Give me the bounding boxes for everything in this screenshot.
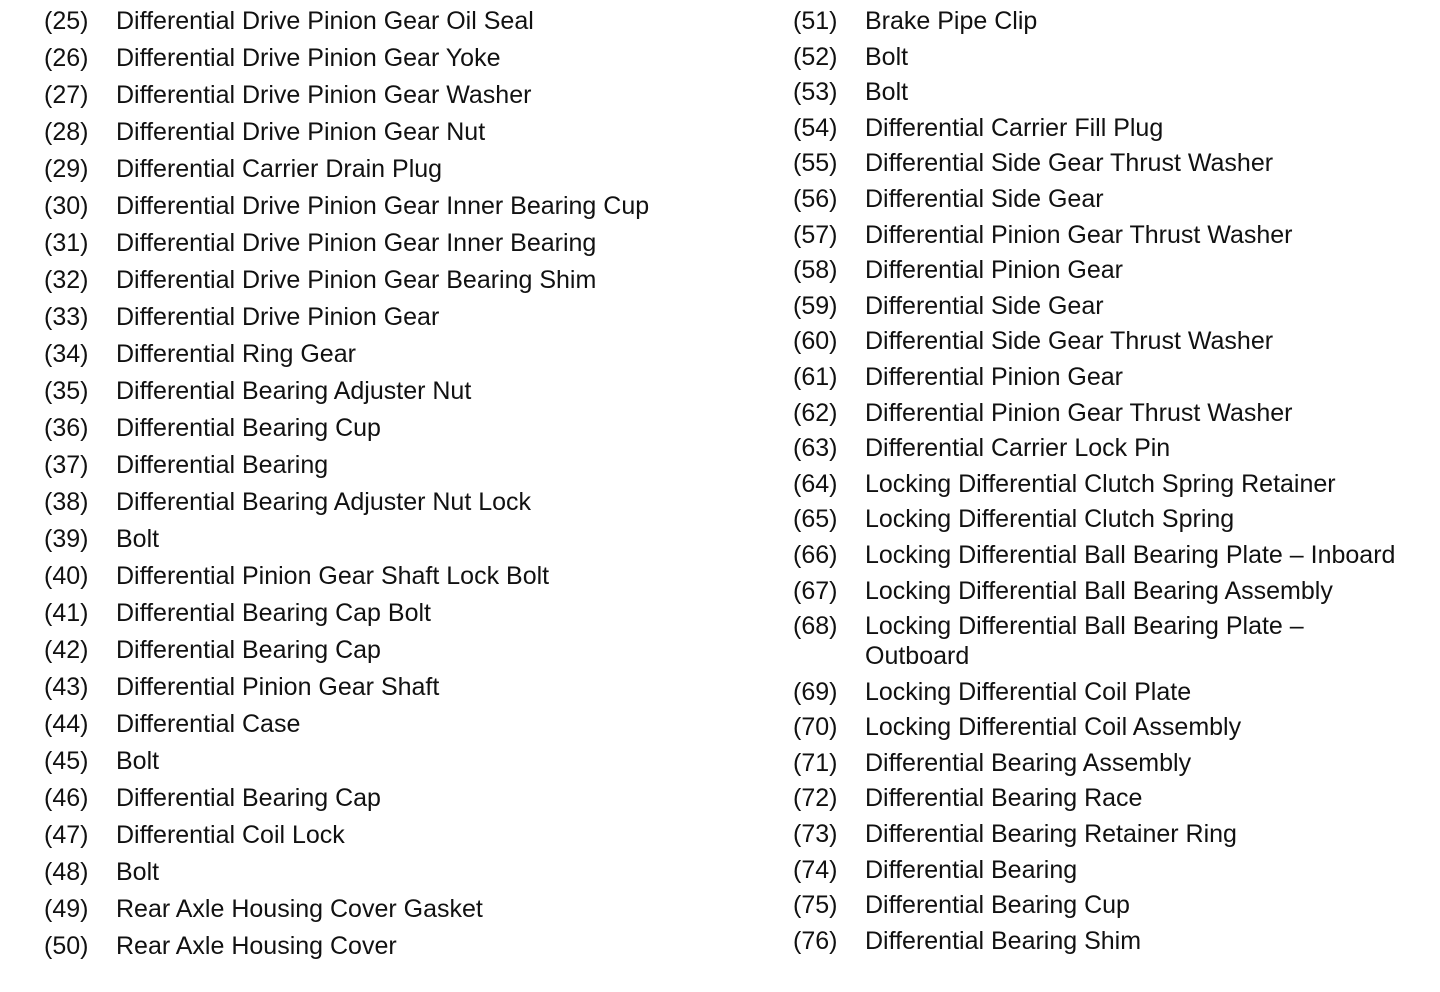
- part-number: (44): [44, 710, 89, 738]
- parts-list-item: [44, 857, 744, 887]
- parts-list-item: [44, 339, 744, 369]
- part-number: (64): [793, 469, 838, 498]
- part-name: Locking Differential Ball Bearing Plate – Outboard: [865, 612, 1304, 671]
- parts-list-item: [793, 42, 1433, 72]
- part-name: Differential Drive Pinion Gear Oil Seal: [116, 7, 534, 35]
- part-name: Differential Bearing: [116, 451, 329, 479]
- part-number: (32): [44, 266, 89, 294]
- part-number: (71): [793, 748, 838, 777]
- part-number: (43): [44, 673, 89, 701]
- parts-list-item: [793, 890, 1433, 920]
- parts-list-item: [793, 677, 1433, 707]
- parts-list-item: [793, 540, 1433, 570]
- parts-list-item: [793, 576, 1433, 606]
- parts-list-item: [44, 524, 744, 554]
- part-name: Locking Differential Coil Plate: [865, 677, 1192, 706]
- part-name: Brake Pipe Clip: [865, 7, 1038, 35]
- part-name: Differential Carrier Drain Plug: [116, 155, 443, 183]
- part-number: (53): [793, 78, 838, 107]
- parts-list-right-column: [793, 6, 1433, 961]
- parts-list-item: [793, 6, 1433, 36]
- part-number: (50): [44, 932, 89, 960]
- parts-list-item: [793, 220, 1433, 250]
- parts-list-item: [44, 450, 744, 480]
- part-number: (60): [793, 327, 838, 356]
- part-name: Differential Pinion Gear: [865, 256, 1124, 285]
- part-number: (67): [793, 576, 838, 605]
- part-name: Bolt: [116, 858, 160, 886]
- part-name: Differential Bearing Cup: [865, 891, 1130, 920]
- part-name: Locking Differential Clutch Spring Retainer: [865, 469, 1336, 498]
- part-name: Differential Bearing Cup: [116, 414, 381, 442]
- part-name: Differential Bearing Cap: [116, 636, 381, 664]
- part-name: Differential Drive Pinion Gear Inner Bearing Cup: [116, 192, 650, 220]
- part-name: Differential Side Gear: [865, 291, 1104, 320]
- part-number: (63): [793, 434, 838, 463]
- parts-list-item: [44, 265, 744, 295]
- parts-list-item: [44, 376, 744, 406]
- part-number: (35): [44, 377, 89, 405]
- part-number: (42): [44, 636, 89, 664]
- part-number: (47): [44, 821, 89, 849]
- part-name: Differential Ring Gear: [116, 340, 356, 368]
- parts-list-item: [44, 931, 744, 961]
- parts-list-item: [793, 398, 1433, 428]
- parts-list-item: [793, 926, 1433, 956]
- parts-list-item: [793, 362, 1433, 392]
- part-number: (74): [793, 855, 838, 884]
- part-name: Locking Differential Coil Assembly: [865, 713, 1242, 742]
- parts-list-left-column: [44, 6, 744, 968]
- parts-list-item: [44, 561, 744, 591]
- parts-list-item: [44, 80, 744, 110]
- parts-list-item: [44, 783, 744, 813]
- parts-list-item: [44, 820, 744, 850]
- part-name: Differential Drive Pinion Gear Washer: [116, 81, 532, 109]
- parts-list-item: [793, 748, 1433, 778]
- part-number: (56): [793, 184, 838, 213]
- parts-list-item: [793, 113, 1433, 143]
- part-number: (66): [793, 540, 838, 569]
- part-number: (62): [793, 398, 838, 427]
- part-number: (26): [44, 44, 89, 72]
- part-number: (46): [44, 784, 89, 812]
- parts-list-item: [793, 611, 1433, 671]
- parts-list-item: [44, 302, 744, 332]
- part-name: Differential Bearing Assembly: [865, 748, 1192, 777]
- parts-list-item: [793, 712, 1433, 742]
- parts-list-item: [44, 746, 744, 776]
- parts-list-item: [44, 709, 744, 739]
- part-number: (28): [44, 118, 89, 146]
- part-name: Differential Coil Lock: [116, 821, 345, 849]
- parts-list-item: [793, 855, 1433, 885]
- part-name: Differential Bearing Adjuster Nut Lock: [116, 488, 532, 516]
- part-name: Differential Drive Pinion Gear Inner Bearing: [116, 229, 597, 257]
- part-number: (72): [793, 784, 838, 813]
- part-number: (37): [44, 451, 89, 479]
- part-name: Differential Drive Pinion Gear: [116, 303, 440, 331]
- parts-list-item: [44, 894, 744, 924]
- part-number: (45): [44, 747, 89, 775]
- parts-list-item: [44, 228, 744, 258]
- part-name: Differential Bearing Retainer Ring: [865, 820, 1237, 849]
- part-name: Differential Drive Pinion Gear Yoke: [116, 44, 501, 72]
- part-number: (75): [793, 891, 838, 920]
- parts-list-item: [793, 291, 1433, 321]
- part-number: (49): [44, 895, 89, 923]
- parts-list-item: [793, 148, 1433, 178]
- parts-list-item: [44, 635, 744, 665]
- part-name: Differential Pinion Gear Shaft Lock Bolt: [116, 562, 550, 590]
- part-name: Differential Side Gear Thrust Washer: [865, 149, 1274, 178]
- part-name: Differential Bearing: [865, 855, 1078, 884]
- part-name: Differential Bearing Cap Bolt: [116, 599, 431, 627]
- part-name: Differential Pinion Gear: [865, 362, 1124, 391]
- parts-list-item: [793, 433, 1433, 463]
- parts-list-item: [44, 154, 744, 184]
- part-name: Differential Drive Pinion Gear Bearing Shim: [116, 266, 597, 294]
- parts-list-item: [44, 598, 744, 628]
- parts-list-item: [793, 184, 1433, 214]
- part-number: (76): [793, 926, 838, 955]
- part-number: (38): [44, 488, 89, 516]
- parts-list-item: [793, 77, 1433, 107]
- part-name: Differential Drive Pinion Gear Nut: [116, 118, 486, 146]
- part-name: Differential Pinion Gear Thrust Washer: [865, 398, 1293, 427]
- part-name: Differential Bearing Shim: [865, 926, 1142, 955]
- parts-list-item: [44, 672, 744, 702]
- part-name: Bolt: [865, 42, 909, 71]
- parts-list-item: [793, 819, 1433, 849]
- part-name: Differential Pinion Gear Thrust Washer: [865, 220, 1293, 249]
- parts-list-item: [793, 255, 1433, 285]
- parts-list-item: [793, 504, 1433, 534]
- part-number: (36): [44, 414, 89, 442]
- part-number: (40): [44, 562, 89, 590]
- part-name: Differential Side Gear: [865, 184, 1104, 213]
- part-number: (51): [793, 7, 838, 35]
- part-number: (33): [44, 303, 89, 331]
- part-name: Locking Differential Clutch Spring: [865, 505, 1235, 534]
- parts-list-item: [44, 413, 744, 443]
- part-name: Bolt: [116, 525, 160, 553]
- part-number: (48): [44, 858, 89, 886]
- part-number: (31): [44, 229, 89, 257]
- part-name: Rear Axle Housing Cover: [116, 932, 397, 960]
- part-name: Locking Differential Ball Bearing Assembly: [865, 576, 1333, 605]
- part-number: (59): [793, 291, 838, 320]
- parts-list-item: [793, 783, 1433, 813]
- part-number: (25): [44, 7, 89, 35]
- part-name: Rear Axle Housing Cover Gasket: [116, 895, 483, 923]
- part-name: Differential Bearing Adjuster Nut: [116, 377, 472, 405]
- part-number: (70): [793, 713, 838, 742]
- part-name: Locking Differential Ball Bearing Plate – Inboard: [865, 540, 1396, 569]
- parts-list-item: [793, 326, 1433, 356]
- part-number: (55): [793, 149, 838, 178]
- part-name: Differential Case: [116, 710, 301, 738]
- part-name: Differential Pinion Gear Shaft: [116, 673, 440, 701]
- part-name: Bolt: [116, 747, 160, 775]
- part-name: Differential Carrier Fill Plug: [865, 113, 1164, 142]
- part-number: (65): [793, 505, 838, 534]
- part-number: (34): [44, 340, 89, 368]
- part-name: Differential Bearing Race: [865, 784, 1143, 813]
- part-number: (30): [44, 192, 89, 220]
- part-number: (58): [793, 256, 838, 285]
- part-number: (61): [793, 362, 838, 391]
- part-number: (39): [44, 525, 89, 553]
- parts-list-item: [44, 117, 744, 147]
- parts-list-item: [44, 43, 744, 73]
- part-number: (27): [44, 81, 89, 109]
- part-number: (57): [793, 220, 838, 249]
- part-number: (52): [793, 42, 838, 71]
- part-name: Differential Side Gear Thrust Washer: [865, 327, 1274, 356]
- part-name: Differential Carrier Lock Pin: [865, 434, 1171, 463]
- parts-list-item: [44, 191, 744, 221]
- part-number: (29): [44, 155, 89, 183]
- part-number: (73): [793, 820, 838, 849]
- part-name: Bolt: [865, 78, 909, 107]
- part-number: (68): [793, 612, 838, 641]
- part-number: (69): [793, 677, 838, 706]
- part-number: (41): [44, 599, 89, 627]
- parts-list-item: [793, 469, 1433, 499]
- parts-list-item: [44, 6, 744, 36]
- part-number: (54): [793, 113, 838, 142]
- parts-list-item: [44, 487, 744, 517]
- part-name: Differential Bearing Cap: [116, 784, 381, 812]
